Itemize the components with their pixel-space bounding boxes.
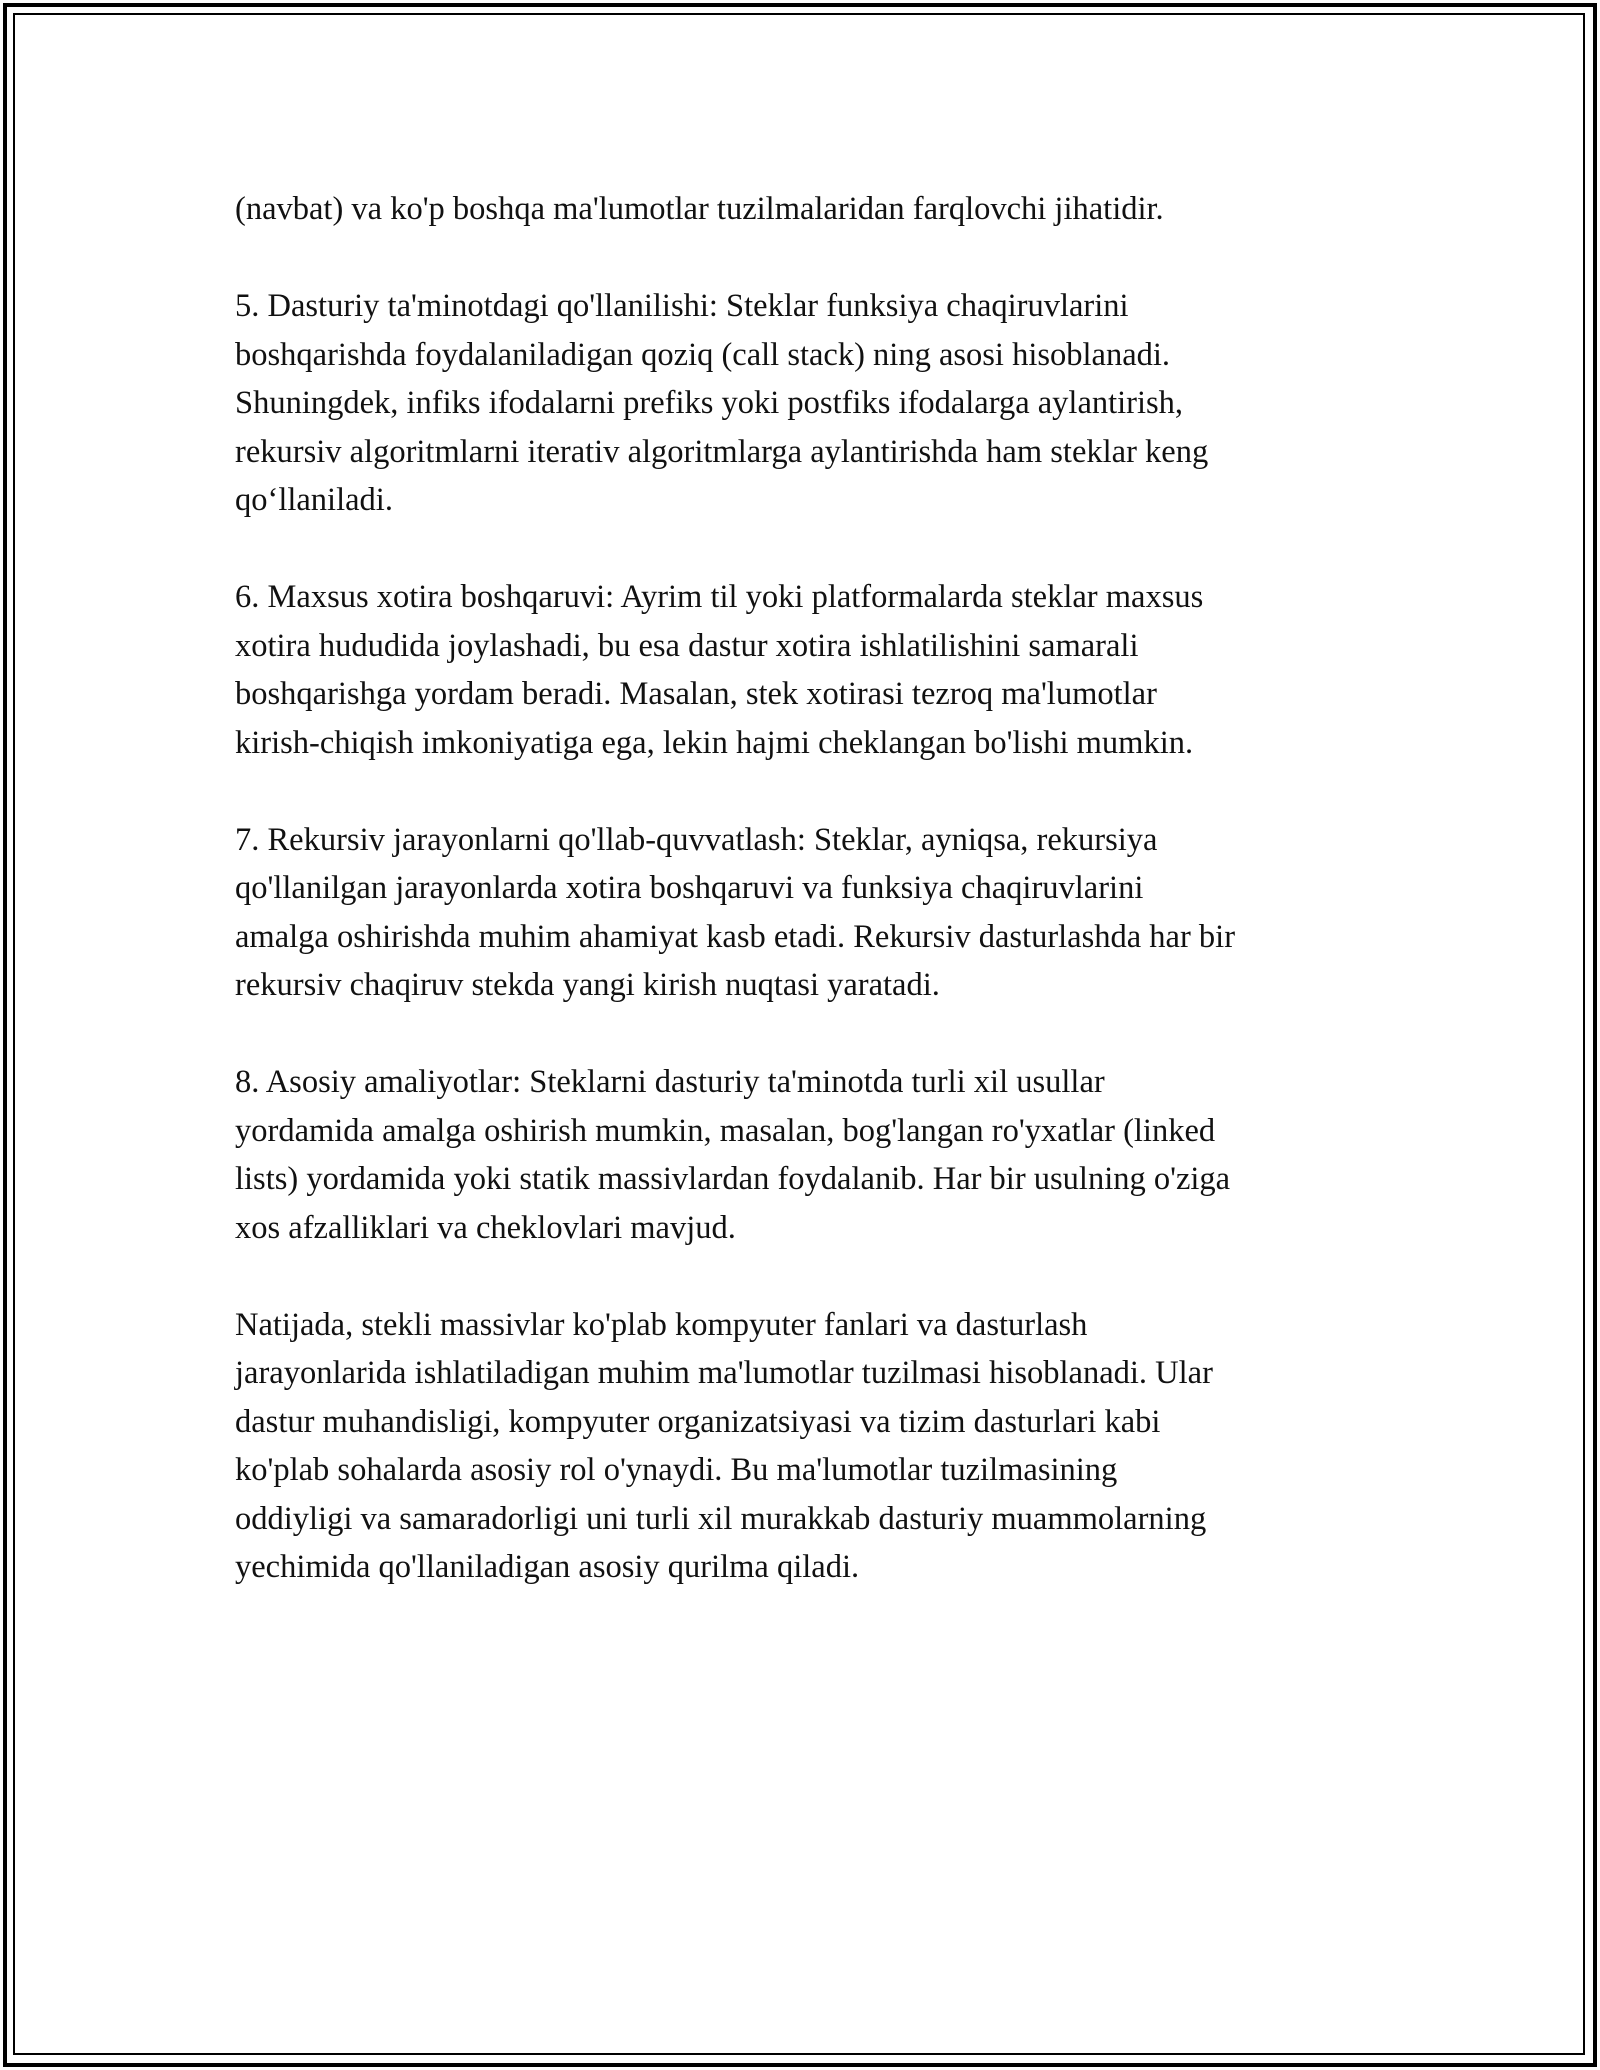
text-line: amalga oshirishda muhim ahamiyat kasb etadi. Rekursiv dasturlashda har bir bbox=[235, 918, 1236, 955]
text-line: kirish-chiqish imkoniyatiga ega, lekin hajmi cheklangan bo'lishi mumkin. bbox=[235, 724, 1194, 761]
text-line: ko'plab sohalarda asosiy rol o'ynaydi. Bu ma'lumotlar tuzilmasining bbox=[235, 1452, 1118, 1488]
paragraph-item-8 bbox=[235, 1058, 1385, 1252]
text-line: lists) yordamida yoki statik massivlardan foydalanib. Har bir usulning o'ziga bbox=[235, 1161, 1231, 1197]
text-line: qo'llanilgan jarayonlarda xotira boshqaruvi va funksiya chaqiruvlarini bbox=[235, 870, 1144, 906]
paragraph-item-6 bbox=[235, 573, 1385, 767]
text-line: jarayonlarida ishlatiladigan muhim ma'lumotlar tuzilmasi hisoblanadi. Ular bbox=[235, 1355, 1213, 1391]
text-line: dastur muhandisligi, kompyuter organizatsiyasi va tizim dasturlari kabi bbox=[235, 1403, 1161, 1440]
text-line: xos afzalliklari va cheklovlari mavjud. bbox=[235, 1209, 736, 1246]
text-line: xotira hududida joylashadi, bu esa dastur xotira ishlatilishini samarali bbox=[235, 627, 1139, 664]
text-line: boshqarishga yordam beradi. Masalan, stek xotirasi tezroq ma'lumotlar bbox=[235, 676, 1157, 712]
text-line: yechimida qo'llaniladigan asosiy qurilma qiladi. bbox=[235, 1549, 860, 1585]
text-line: qo‘llaniladi. bbox=[235, 482, 393, 518]
document-body bbox=[235, 185, 1385, 1640]
text-line: rekursiv algoritmlarni iterativ algoritmlarga aylantirishda ham steklar keng bbox=[235, 433, 1209, 470]
text-line: oddiyligi va samaradorligi uni turli xil murakkab dasturiy muammolarning bbox=[235, 1500, 1207, 1537]
text-line: 5. Dasturiy ta'minotdagi qo'llanilishi: Steklar funksiya chaqiruvlarini bbox=[235, 288, 1129, 324]
text-line: boshqarishda foydalaniladigan qoziq (call stack) ning asosi hisoblanadi. bbox=[235, 336, 1171, 373]
paragraph-item-5 bbox=[235, 282, 1385, 525]
text-line: 7. Rekursiv jarayonlarni qo'llab-quvvatlash: Steklar, ayniqsa, rekursiya bbox=[235, 821, 1158, 858]
paragraph-conclusion bbox=[235, 1301, 1385, 1592]
paragraph-item-7 bbox=[235, 816, 1385, 1010]
text-line: 6. Maxsus xotira boshqaruvi: Ayrim til yoki platformalarda steklar maxsus bbox=[235, 579, 1204, 615]
text-line: yordamida amalga oshirish mumkin, masalan, bog'langan ro'yxatlar (linked bbox=[235, 1112, 1216, 1149]
text-line: Shuningdek, infiks ifodalarni prefiks yoki postfiks ifodalarga aylantirish, bbox=[235, 385, 1184, 421]
paragraph-intro-continuation bbox=[235, 185, 1385, 234]
text-line: Natijada, stekli massivlar ko'plab kompyuter fanlari va dasturlash bbox=[235, 1306, 1088, 1343]
text-line: rekursiv chaqiruv stekda yangi kirish nuqtasi yaratadi. bbox=[235, 967, 940, 1003]
text-line: 8. Asosiy amaliyotlar: Steklarni dasturiy ta'minotda turli xil usullar bbox=[235, 1064, 1105, 1100]
text-line: (navbat) va ko'p boshqa ma'lumotlar tuzilmalaridan farqlovchi jihatidir. bbox=[235, 191, 1164, 227]
